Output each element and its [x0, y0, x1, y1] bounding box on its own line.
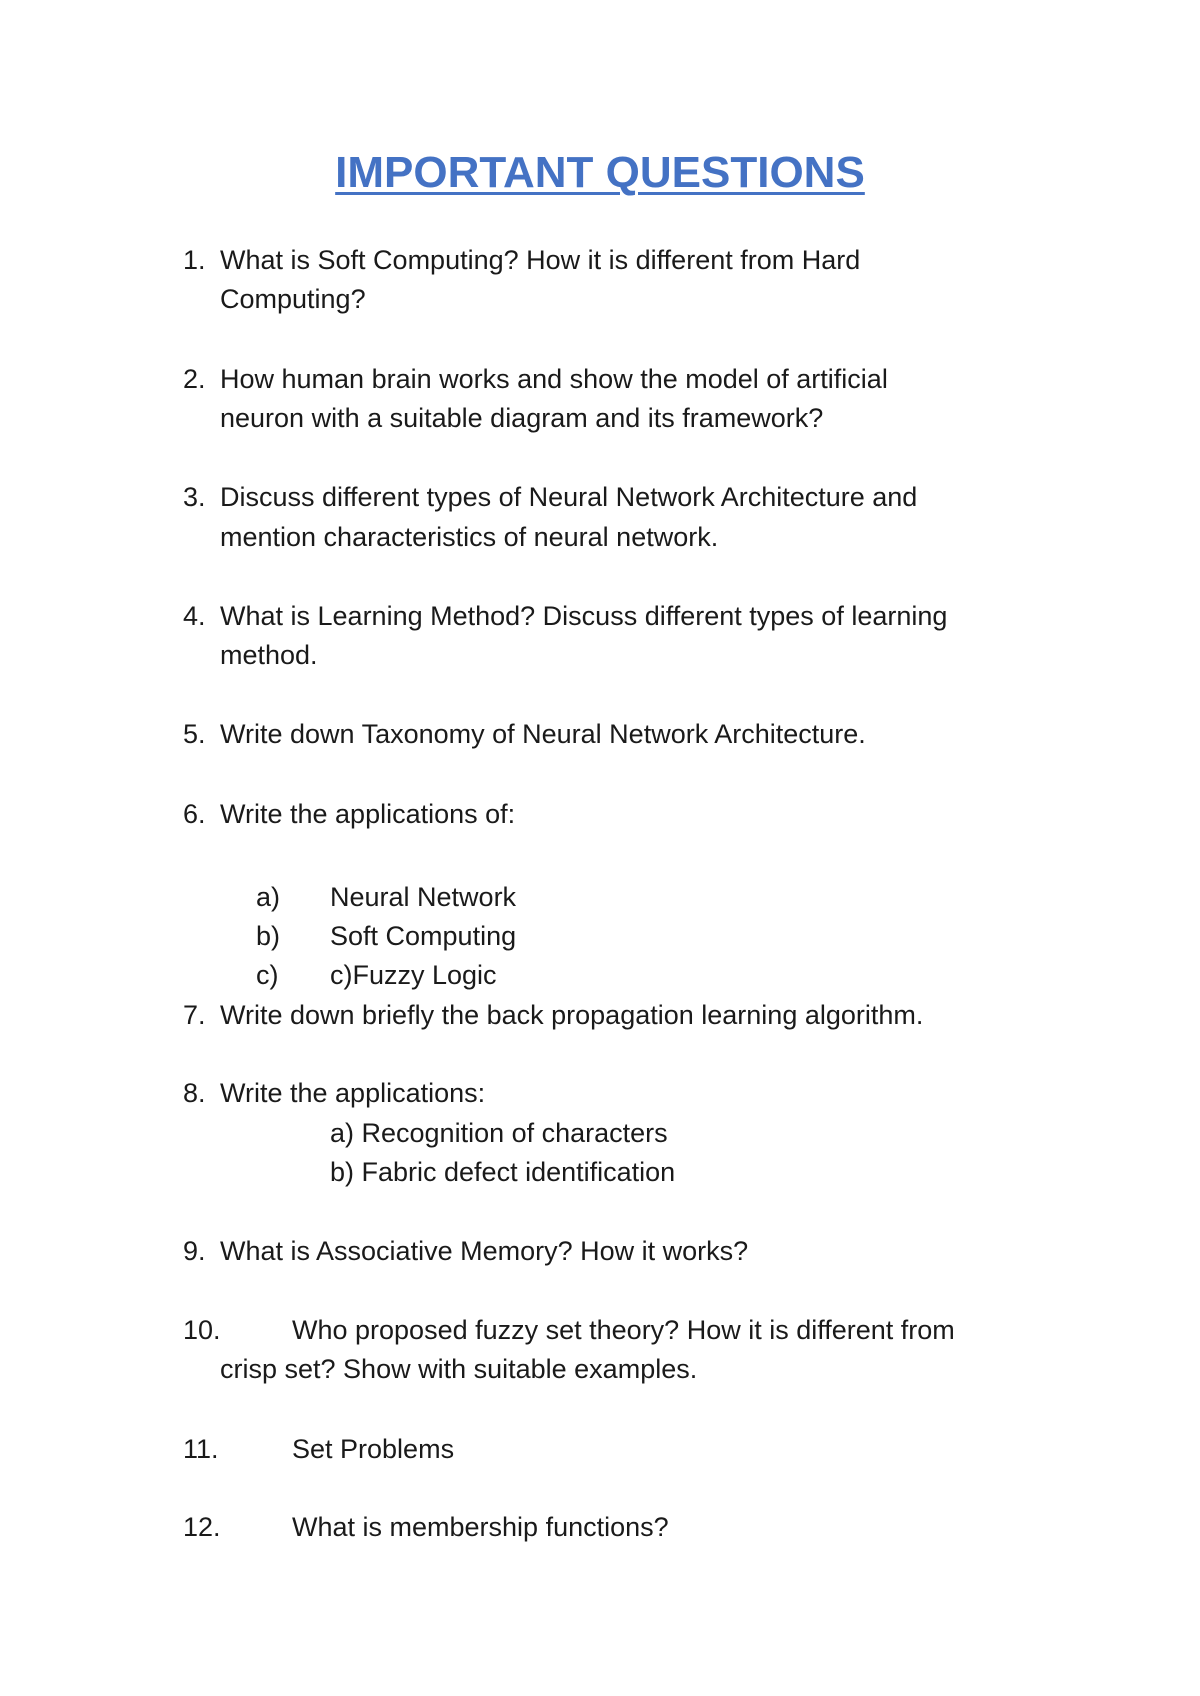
question-10-text-cont: crisp set? Show with suitable examples.	[220, 1354, 698, 1384]
question-2-number: 2.	[183, 364, 206, 394]
question-12-text: What is membership functions?	[292, 1512, 669, 1542]
question-6-subitem-a-text: Neural Network	[330, 882, 517, 912]
question-5-number: 5.	[183, 719, 206, 749]
question-8-text: Write the applications:	[220, 1078, 486, 1108]
page-title: IMPORTANT QUESTIONS	[335, 148, 865, 197]
question-6-text: Write the applications of:	[220, 799, 516, 829]
question-3-text-cont: mention characteristics of neural network.	[220, 522, 719, 552]
question-7-number: 7.	[183, 1000, 206, 1030]
question-3-number: 3.	[183, 482, 206, 512]
question-10-text: Who proposed fuzzy set theory? How it is different from	[292, 1315, 955, 1345]
question-5-text: Write down Taxonomy of Neural Network Architecture.	[220, 719, 866, 749]
question-12-number: 12.	[183, 1512, 221, 1542]
question-1-text: What is Soft Computing? How it is different from Hard	[220, 245, 861, 275]
question-8-subitem-b: b) Fabric defect identification	[330, 1157, 676, 1187]
question-2-text: How human brain works and show the model of artificial	[220, 364, 888, 394]
question-8-subitem-a: a) Recognition of characters	[330, 1118, 668, 1148]
question-7-text: Write down briefly the back propagation learning algorithm.	[220, 1000, 924, 1030]
question-6-subitem-c-text: c)Fuzzy Logic	[330, 960, 497, 990]
question-6-subitem-a-label: a)	[256, 882, 281, 912]
question-4-text: What is Learning Method? Discuss different types of learning	[220, 601, 948, 631]
question-9-text: What is Associative Memory? How it works?	[220, 1236, 749, 1266]
question-1-text-cont: Computing?	[220, 284, 366, 314]
question-10-number: 10.	[183, 1315, 221, 1345]
question-4-text-cont: method.	[220, 640, 318, 670]
question-8-number: 8.	[183, 1078, 206, 1108]
question-1-number: 1.	[183, 245, 206, 275]
question-9-number: 9.	[183, 1236, 206, 1266]
question-2-text-cont: neuron with a suitable diagram and its framework?	[220, 403, 824, 433]
question-6-subitem-b-label: b)	[256, 921, 281, 951]
question-6-subitem-c-label: c)	[256, 960, 279, 990]
question-6-subitem-b-text: Soft Computing	[330, 921, 517, 951]
question-4-number: 4.	[183, 601, 206, 631]
question-6-number: 6.	[183, 799, 206, 829]
question-11-text: Set Problems	[292, 1434, 455, 1464]
question-3-text: Discuss different types of Neural Network Architecture and	[220, 482, 918, 512]
question-11-number: 11.	[183, 1434, 219, 1464]
